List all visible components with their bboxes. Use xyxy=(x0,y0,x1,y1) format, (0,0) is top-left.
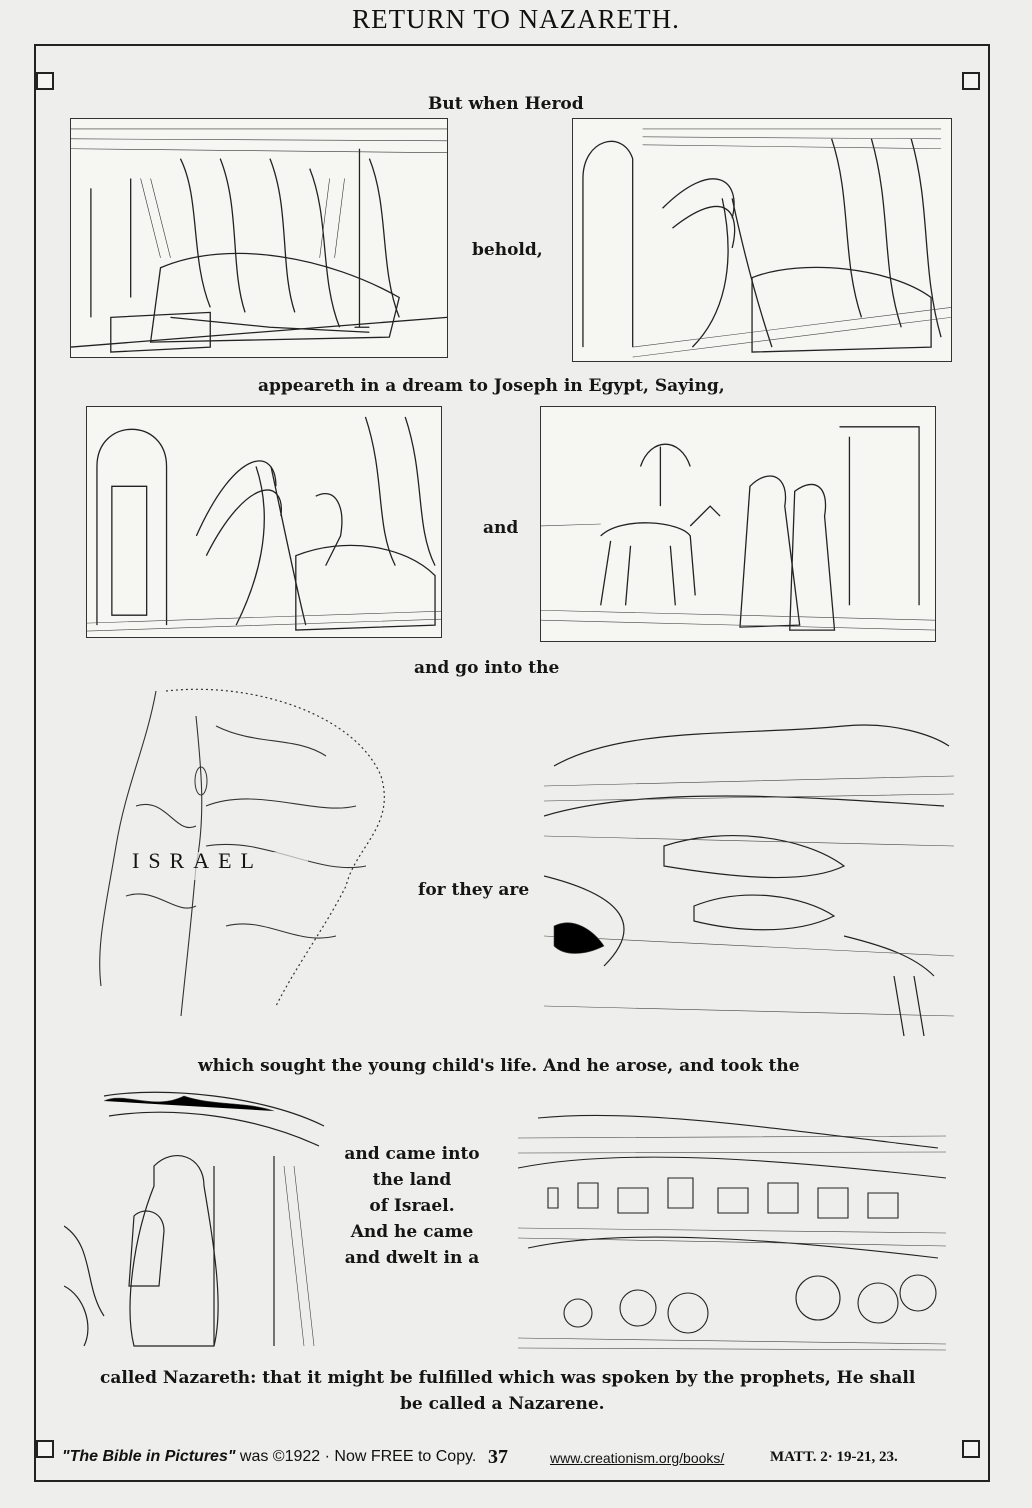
frame-corner xyxy=(36,1440,54,1458)
mary-and-child-illustration xyxy=(64,1086,326,1354)
caption-the-land: the land xyxy=(372,1170,452,1190)
footer-copyright xyxy=(62,1448,476,1466)
book-title: "The Bible in Pictures" xyxy=(62,1448,236,1465)
map-label-israel: ISRAEL xyxy=(132,848,263,873)
angel-appears-illustration xyxy=(572,118,952,362)
caption-go-into: and go into the xyxy=(414,658,560,678)
frame-corner xyxy=(962,1440,980,1458)
herod-dead-illustration xyxy=(544,706,954,1046)
caption-herod: But when Herod xyxy=(428,94,584,114)
flight-with-donkey-illustration xyxy=(540,406,936,642)
copyright-note: was ©1922 · Now FREE to Copy. xyxy=(235,1448,477,1465)
caption-appeareth: appeareth in a dream to Joseph in Egypt, Saying, xyxy=(258,376,725,396)
caption-sought-life: which sought the young child's life. And he arose, and took the xyxy=(198,1056,800,1076)
angel-wakes-joseph-illustration xyxy=(86,406,442,638)
website-link[interactable]: www.creationism.org/books/ xyxy=(550,1450,725,1466)
caption-behold: behold, xyxy=(472,240,543,260)
page-number: 37 xyxy=(488,1446,508,1468)
caption-nazarene: be called a Nazarene. xyxy=(400,1394,605,1414)
page-title: RETURN TO NAZARETH. xyxy=(352,4,680,34)
caption-and: and xyxy=(483,518,519,538)
caption-came-into: and came into xyxy=(344,1144,480,1164)
scripture-reference: MATT. 2· 19-21, 23. xyxy=(770,1449,898,1465)
caption-dwelt-in: and dwelt in a xyxy=(344,1248,480,1268)
nazareth-town-illustration xyxy=(518,1108,946,1352)
caption-of-israel: of Israel. xyxy=(369,1196,455,1216)
caption-he-came: And he came xyxy=(350,1222,474,1242)
caption-called-nazareth: called Nazareth: that it might be fulfilled which was spoken by the prophets, He shall xyxy=(100,1368,916,1388)
frame-corner xyxy=(36,72,54,90)
frame-corner xyxy=(962,72,980,90)
caption-for-they-are: for they are xyxy=(418,880,530,900)
herod-deathbed-illustration xyxy=(70,118,448,358)
